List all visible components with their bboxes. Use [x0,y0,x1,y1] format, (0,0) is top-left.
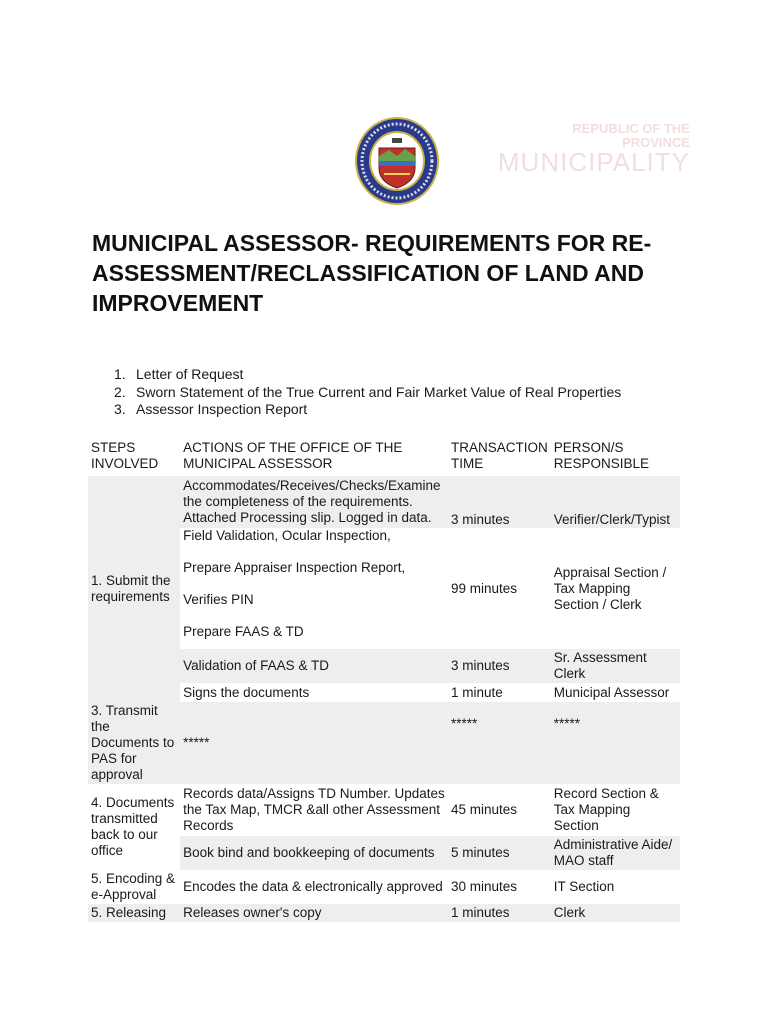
time-cell: 3 minutes [448,649,551,683]
step-label: 1. Submit the requirements [88,476,180,702]
document-title: MUNICIPAL ASSESSOR- REQUIREMENTS FOR RE-ASSESSMENT/RECLASSIFICATION OF LAND AND IMPROVEMENT [92,230,652,316]
header-actions: ACTIONS OF THE OFFICE OF THE MUNICIPAL ASSESSOR [183,440,403,471]
steps-table [88,438,680,922]
action-cell: Accommodates/Receives/Checks/Examine the completeness of the requirements. Attached Processing slip. Logged in data. [180,476,448,528]
time-cell: 1 minutes [448,904,551,922]
watermark-line-1: REPUBLIC OF THE [572,121,690,136]
step-label: 4. Documents transmitted back to our office [91,795,175,858]
table-header-row [88,438,680,476]
person-cell: IT Section [553,879,615,894]
action-line: Prepare Appraiser Inspection Report, [183,560,406,575]
action-line: Prepare FAAS & TD [183,624,304,639]
requirement-text: Assessor Inspection Report [136,401,308,417]
requirement-number: 3. [114,401,126,417]
time-cell: ***** [448,702,551,784]
table-row [88,784,680,836]
person-cell: ***** [551,702,680,784]
header-person: PERSON/S RESPONSIBLE [553,440,650,471]
action-cell: Validation of FAAS & TD [180,649,448,683]
action-cell: Records data/Assigns TD Number. Updates the Tax Map, TMCR &all other Assessment Records [183,786,445,833]
action-line: Verifies PIN [183,592,254,607]
watermark-line-2: PROVINCE [622,134,690,150]
step-label: 5. Releasing [88,904,180,922]
table-row [88,870,680,904]
requirement-number: 2. [114,383,126,400]
table-row [88,904,680,922]
action-cell: Book bind and bookkeeping of documents [180,836,448,870]
time-cell: 1 minute [450,684,503,700]
person-cell: Verifier/Clerk/Typist [551,476,680,528]
watermark-line-3: MUNICIPALITY [497,147,690,178]
requirement-text: Sworn Statement of the True Current and Fair Market Value of Real Properties [136,383,622,400]
person-cell: Clerk [551,904,680,922]
person-cell: Appraisal Section / Tax Mapping Section / Clerk [553,564,667,612]
time-cell: 99 minutes [450,580,518,596]
time-cell: 3 minutes [448,476,551,528]
person-cell: Municipal Assessor [553,684,670,700]
time-cell: 5 minutes [448,836,551,870]
action-line: Field Validation, Ocular Inspection, [183,528,391,543]
header-steps: STEPS INVOLVED [91,440,159,471]
requirement-text: Letter of Request [136,366,244,382]
requirement-item [92,401,621,419]
municipal-seal-logo [354,116,440,206]
header-time: TRANSACTION TIME [450,440,548,471]
table-row [88,476,680,528]
person-cell: Record Section & Tax Mapping Section [553,786,659,833]
watermark-text [490,122,690,177]
time-cell: 30 minutes [450,879,518,894]
action-cell: ***** [180,702,448,784]
requirement-item [92,366,621,384]
action-cell: Encodes the data & electronically approved [183,879,443,894]
time-cell: 45 minutes [450,802,518,817]
step-label: 5. Encoding & e-Approval [91,871,176,902]
requirement-number: 1. [114,366,126,382]
action-cell: Releases owner's copy [180,904,448,922]
person-cell: Sr. Assessment Clerk [551,649,680,683]
requirement-item [92,384,621,402]
step-label: 3. Transmit the Documents to PAS for approval [88,702,180,784]
action-cell: Signs the documents [183,684,310,700]
action-cell [180,528,448,649]
person-cell: Administrative Aide/ MAO staff [551,836,680,870]
table-row [88,702,680,784]
requirements-list [92,366,621,419]
